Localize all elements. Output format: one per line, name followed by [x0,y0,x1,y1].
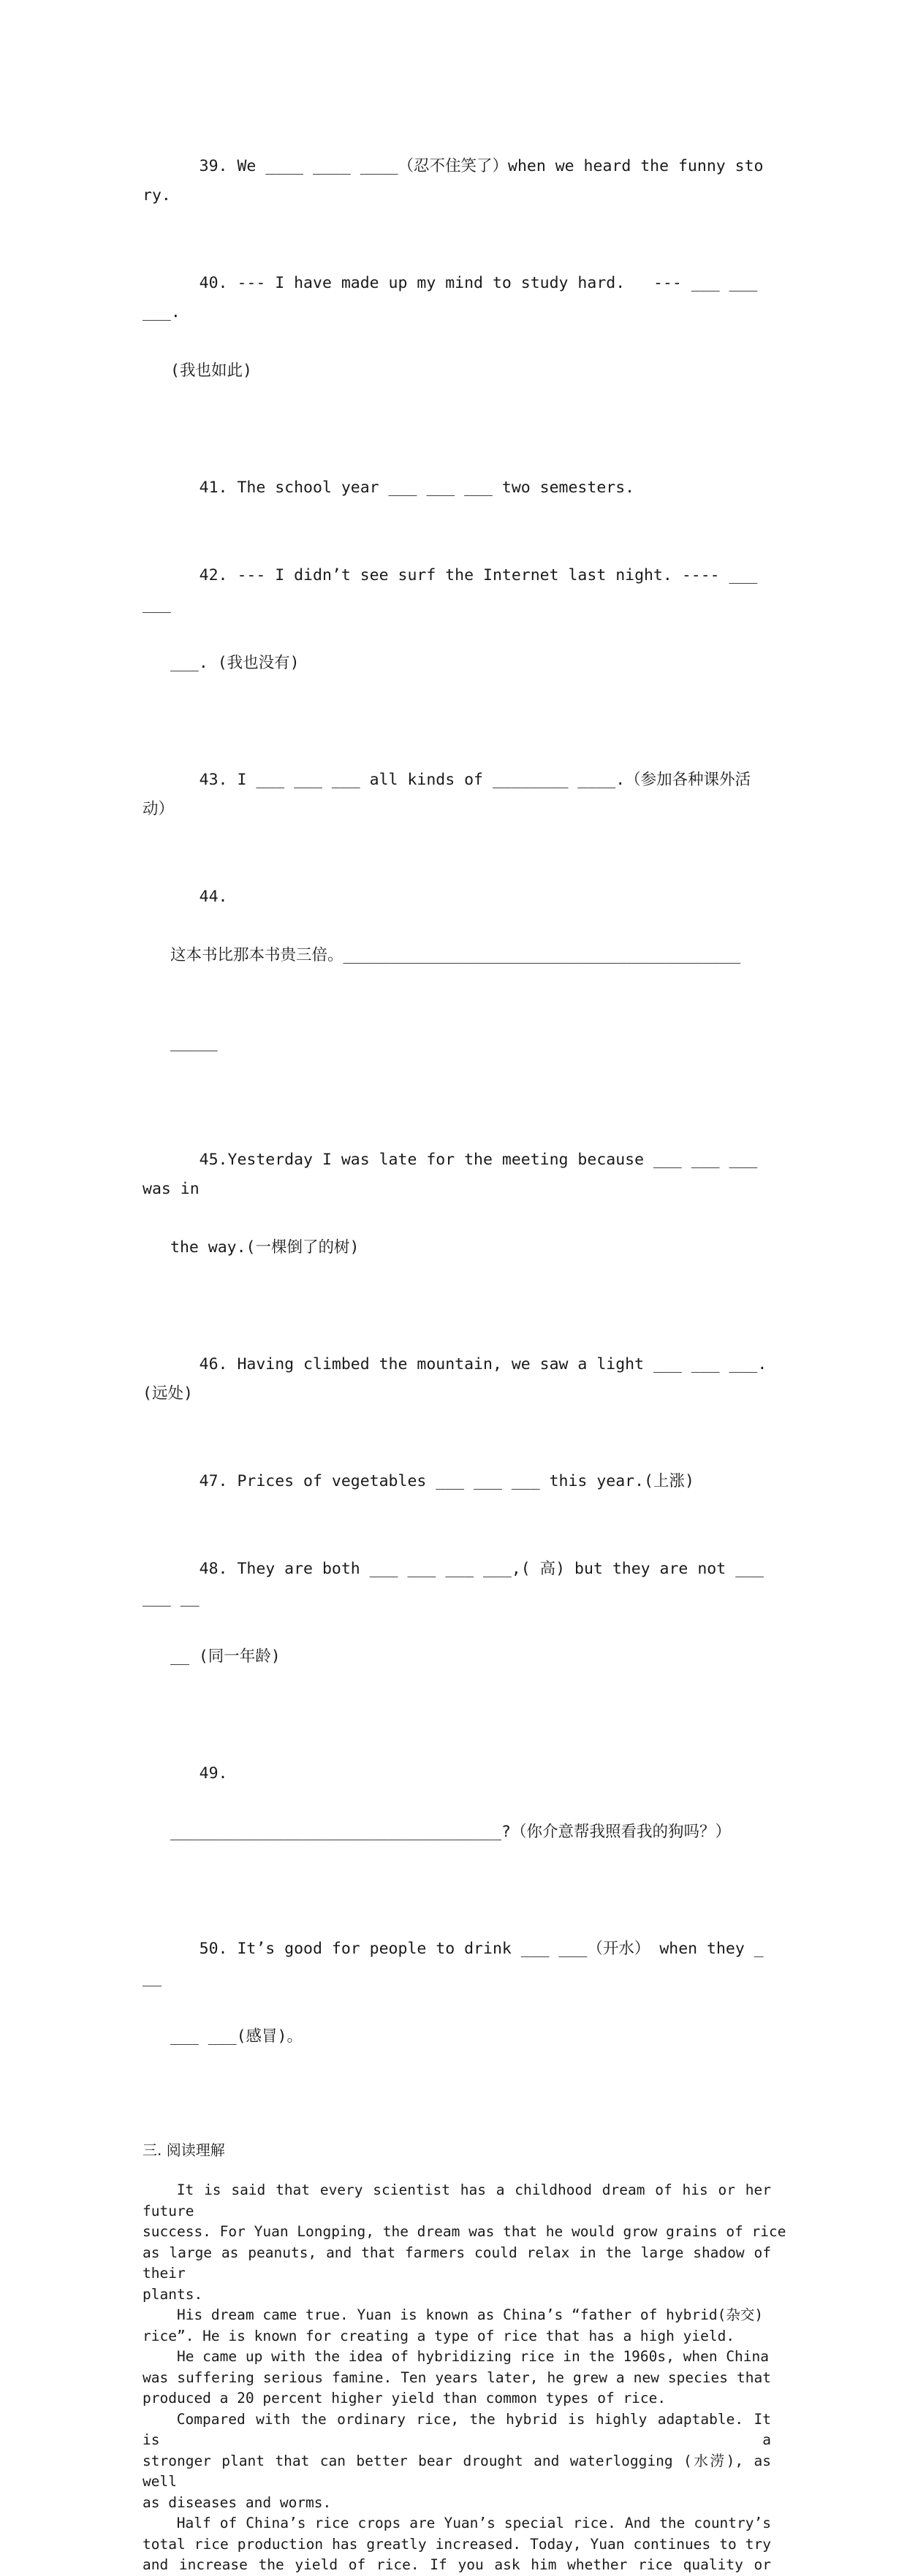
question-41 [143,444,771,532]
question-line: 39. We ____ ____ ____（忍不住笑了）when we heard the funny story. [143,157,764,205]
question-line: 43. I ___ ___ ___ all kinds of ________ ____.（参加各种课外活动） [143,771,751,818]
passage-line: He came up with the idea of hybridizing rice in the 1960s, when China [143,2348,770,2365]
question-line: 42. --- I didn’t see surf the Internet last night. ---- ___ ___ [143,566,767,614]
question-line: 41. The school year ___ ___ ___ two semesters. [199,479,635,497]
question-49 [143,1730,771,1905]
question-continuation: (我也如此) [170,362,252,380]
passage-line: plants. [143,2285,203,2303]
question-line: 49. [199,1764,228,1783]
question-continuation: ___ ___(感冒)。 [170,2027,303,2046]
question-47 [143,1438,771,1525]
passage-line: future [143,2202,194,2219]
passage-line: produced a 20 percent higher yield than common types of rice. [143,2390,667,2407]
passage-line: stronger plant that can better bear drought and waterlogging (水涝), as well [143,2452,771,2490]
question-line: 46. Having climbed the mountain, we saw a light ___ ___ ___.(远处) [143,1355,767,1403]
passage-line: His dream came true. Yuan is known as China’s “father of hybrid(杂交) [143,2306,764,2323]
question-50 [143,1905,771,2110]
passage-line: Half of China’s rice crops are Yuan’s special rice. And the country’s [176,2515,771,2531]
question-continuation: _____ [170,1034,218,1052]
passage-line: rice”. He is known for creating a type of rice that has a high yield. [143,2327,735,2344]
question-line: 48. They are both ___ ___ ___ ___,( 高) but they are not ___ ___ __ [143,1560,773,1607]
translation-questions [143,123,771,2110]
question-line: 45.Yesterday I was late for the meeting because ___ ___ ___ was in [143,1151,767,1198]
passage-line: and increase the yield of rice. If you ask him whether rice quality or [143,2556,771,2573]
question-40 [143,240,771,444]
question-line: 44. [199,888,228,906]
question-continuation: ___________________________________?（你介意帮我照看我的狗吗？） [170,1823,731,1841]
question-continuation: the way.(一棵倒了的树) [170,1238,360,1257]
question-44 [143,853,771,1116]
question-48 [143,1525,771,1730]
worksheet-page [143,123,786,2576]
passage-line: their [143,2265,186,2282]
question-line: 47. Prices of vegetables ___ ___ ___ this year.(上涨) [199,1472,694,1490]
passage-line: success. For Yuan Longping, the dream was that he would grow grains of rice [143,2223,786,2240]
question-45 [143,1116,771,1321]
question-continuation: 这本书比那本书贵三倍。__________________________________________ [170,946,741,964]
question-43 [143,736,771,853]
passage-line: Compared with the ordinary rice, the hybrid is highly adaptable. It is a [143,2410,771,2448]
reading-passage [143,2180,786,2576]
passage-line: was suffering serious famine. Ten years later, he grew a new species that [143,2369,771,2386]
question-42 [143,532,771,736]
question-46 [143,1321,771,1438]
passage-line: It is said that every scientist has a childhood dream of his or her [176,2181,771,2198]
question-continuation: __ (同一年龄) [170,1647,281,1666]
passage-line: as large as peanuts, and that farmers could relax in the large shadow of [143,2244,771,2261]
passage-line: total rice production has greatly increased. Today, Yuan continues to try [143,2535,771,2553]
question-39 [143,123,771,240]
section-title-reading: 三. 阅读理解 [143,2141,225,2159]
question-line: 40. --- I have made up my mind to study hard. --- ___ ___ ___. [143,274,767,321]
question-line: 50. It’s good for people to drink ___ ___（开水） when they ___ [143,1940,764,1987]
question-continuation: ___. (我也没有) [170,654,300,672]
passage-line: as diseases and worms. [143,2493,332,2511]
